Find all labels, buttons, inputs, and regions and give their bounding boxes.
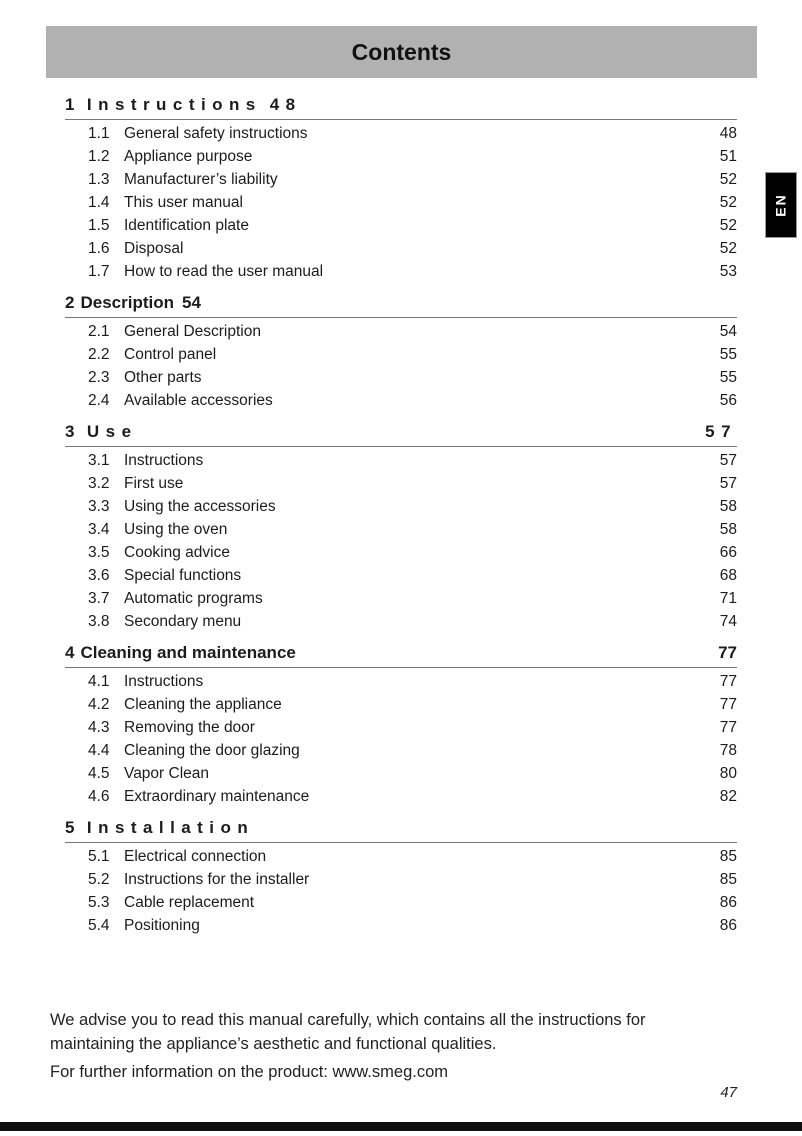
entry-label: Disposal — [124, 240, 184, 257]
section-number: 1 — [65, 95, 81, 114]
toc-row — [65, 670, 737, 693]
toc-row — [65, 716, 737, 739]
section-title: Instructions — [86, 95, 262, 114]
entry-page: 52 — [719, 194, 737, 211]
entry-number: 2.2 — [88, 346, 110, 363]
toc-row — [65, 693, 737, 716]
toc-row — [65, 449, 737, 472]
entry-number: 1.3 — [88, 171, 110, 188]
entry-page: 58 — [719, 498, 737, 515]
section-heading-text — [65, 293, 201, 313]
entry-page: 56 — [719, 392, 737, 409]
section-heading-text — [65, 95, 302, 115]
toc-row — [65, 122, 737, 145]
section-heading — [65, 643, 737, 668]
toc-row — [65, 472, 737, 495]
entry-number: 3.6 — [88, 567, 110, 584]
entry-label: This user manual — [124, 194, 243, 211]
footer-note — [50, 1008, 702, 1084]
toc-row — [65, 343, 737, 366]
section-heading — [65, 422, 737, 447]
entry-number: 3.4 — [88, 521, 110, 538]
toc-row — [65, 541, 737, 564]
toc-row — [65, 191, 737, 214]
section-heading — [65, 95, 737, 120]
entry-page: 71 — [719, 590, 737, 607]
section-number: 3 — [65, 422, 81, 441]
footer-info-line: For further information on the product: www.smeg.com — [50, 1063, 448, 1081]
entry-page: 77 — [719, 673, 737, 690]
entry-page: 53 — [719, 263, 737, 280]
entry-number: 3.5 — [88, 544, 110, 561]
page-title: Contents — [351, 38, 452, 65]
toc-row — [65, 145, 737, 168]
entry-label: Identification plate — [124, 217, 249, 234]
entry-number: 1.2 — [88, 148, 110, 165]
entry-number: 2.4 — [88, 392, 110, 409]
entry-page: 51 — [719, 148, 737, 165]
entry-number: 2.3 — [88, 369, 110, 386]
entry-page: 54 — [719, 323, 737, 340]
entry-number: 1.5 — [88, 217, 110, 234]
section-number: 5 — [65, 818, 81, 837]
entry-label: Cable replacement — [124, 894, 255, 911]
entry-page: 68 — [719, 567, 737, 584]
footer-advice-text: We advise you to read this manual carefully, which contains all the instructions for maintaining the appliance’s aesthetic and functional qualities. — [50, 1011, 646, 1053]
toc-section-instructions — [65, 95, 737, 283]
entry-label: Available accessories — [124, 392, 273, 409]
entry-number: 1.6 — [88, 240, 110, 257]
toc-row — [65, 891, 737, 914]
section-heading-text — [65, 422, 138, 442]
entry-number: 4.2 — [88, 696, 110, 713]
toc-row — [65, 260, 737, 283]
section-number: 4 — [65, 643, 75, 662]
entry-page: 52 — [719, 240, 737, 257]
section-page: 57 — [705, 422, 737, 441]
entry-page: 58 — [719, 521, 737, 538]
entry-label: Positioning — [124, 917, 200, 934]
entry-number: 3.1 — [88, 452, 110, 469]
entry-number: 5.1 — [88, 848, 110, 865]
entry-label: Appliance purpose — [124, 148, 253, 165]
toc-row — [65, 366, 737, 389]
toc-row — [65, 495, 737, 518]
entry-number: 3.7 — [88, 590, 110, 607]
entry-number: 3.3 — [88, 498, 110, 515]
entry-page: 86 — [719, 894, 737, 911]
toc-row — [65, 237, 737, 260]
toc-row — [65, 168, 737, 191]
entry-page: 80 — [719, 765, 737, 782]
entry-number: 4.4 — [88, 742, 110, 759]
entry-label: Instructions for the installer — [124, 871, 310, 888]
section-title: Cleaning and maintenance — [80, 643, 296, 662]
entry-page: 57 — [719, 452, 737, 469]
entry-number: 3.2 — [88, 475, 110, 492]
toc-row — [65, 762, 737, 785]
toc-row — [65, 914, 737, 937]
entry-label: Manufacturer’s liability — [124, 171, 278, 188]
entry-number: 1.4 — [88, 194, 110, 211]
language-tab — [765, 172, 797, 238]
entry-number: 1.7 — [88, 263, 110, 280]
entry-page: 78 — [719, 742, 737, 759]
entry-number: 4.3 — [88, 719, 110, 736]
entry-number: 3.8 — [88, 613, 110, 630]
entry-label: General safety instructions — [124, 125, 308, 142]
entry-page: 66 — [719, 544, 737, 561]
entry-label: Special functions — [124, 567, 242, 584]
section-title: Use — [86, 422, 138, 441]
entry-label: Cleaning the appliance — [124, 696, 282, 713]
section-page: 77 — [718, 643, 737, 662]
toc-row — [65, 845, 737, 868]
toc-section-use — [65, 422, 737, 633]
toc-row — [65, 739, 737, 762]
entry-page: 82 — [719, 788, 737, 805]
entry-label: Cooking advice — [124, 544, 230, 561]
toc-section-description — [65, 293, 737, 412]
entry-label: How to read the user manual — [124, 263, 324, 280]
entry-label: Other parts — [124, 369, 202, 386]
toc-section-installation — [65, 818, 737, 937]
toc-row — [65, 868, 737, 891]
toc-row — [65, 564, 737, 587]
entry-page: 77 — [719, 696, 737, 713]
toc-row — [65, 587, 737, 610]
section-number: 2 — [65, 293, 75, 312]
page-number: 47 — [720, 1084, 737, 1101]
entry-page: 85 — [719, 848, 737, 865]
section-heading-text — [65, 643, 296, 663]
entry-page: 52 — [719, 171, 737, 188]
entry-page: 55 — [719, 346, 737, 363]
bottom-bar — [0, 1122, 802, 1131]
section-title: Description — [80, 293, 174, 312]
toc-row — [65, 214, 737, 237]
entry-label: Vapor Clean — [124, 765, 210, 782]
entry-number: 4.5 — [88, 765, 110, 782]
entry-number: 5.3 — [88, 894, 110, 911]
contents-header — [46, 26, 757, 78]
entry-page: 85 — [719, 871, 737, 888]
entry-number: 4.1 — [88, 673, 110, 690]
entry-label: Using the accessories — [124, 498, 276, 515]
section-page: 54 — [182, 293, 201, 312]
toc-row — [65, 518, 737, 541]
entry-label: Secondary menu — [124, 613, 242, 630]
toc-row — [65, 389, 737, 412]
entry-label: Removing the door — [124, 719, 255, 736]
entry-number: 5.2 — [88, 871, 110, 888]
entry-label: Instructions — [124, 673, 204, 690]
section-title: Installation — [86, 818, 255, 837]
section-page: 48 — [269, 95, 302, 114]
section-heading — [65, 818, 737, 843]
entry-page: 55 — [719, 369, 737, 386]
section-heading-text — [65, 818, 254, 838]
toc-row — [65, 320, 737, 343]
entry-page: 77 — [719, 719, 737, 736]
entry-page: 86 — [719, 917, 737, 934]
language-tab-label: EN — [772, 193, 789, 217]
entry-label: Electrical connection — [124, 848, 267, 865]
entry-page: 74 — [719, 613, 737, 630]
toc-section-cleaning — [65, 643, 737, 808]
entry-label: Control panel — [124, 346, 217, 363]
section-heading — [65, 293, 737, 318]
entry-label: General Description — [124, 323, 261, 340]
entry-label: Extraordinary maintenance — [124, 788, 310, 805]
entry-label: Instructions — [124, 452, 204, 469]
entry-label: First use — [124, 475, 184, 492]
toc-row — [65, 610, 737, 633]
entry-number: 5.4 — [88, 917, 110, 934]
entry-label: Cleaning the door glazing — [124, 742, 300, 759]
entry-number: 1.1 — [88, 125, 110, 142]
toc-row — [65, 785, 737, 808]
entry-label: Using the oven — [124, 521, 228, 538]
entry-page: 48 — [719, 125, 737, 142]
entry-number: 2.1 — [88, 323, 110, 340]
entry-page: 57 — [719, 475, 737, 492]
table-of-contents — [65, 95, 737, 937]
entry-page: 52 — [719, 217, 737, 234]
entry-label: Automatic programs — [124, 590, 263, 607]
entry-number: 4.6 — [88, 788, 110, 805]
